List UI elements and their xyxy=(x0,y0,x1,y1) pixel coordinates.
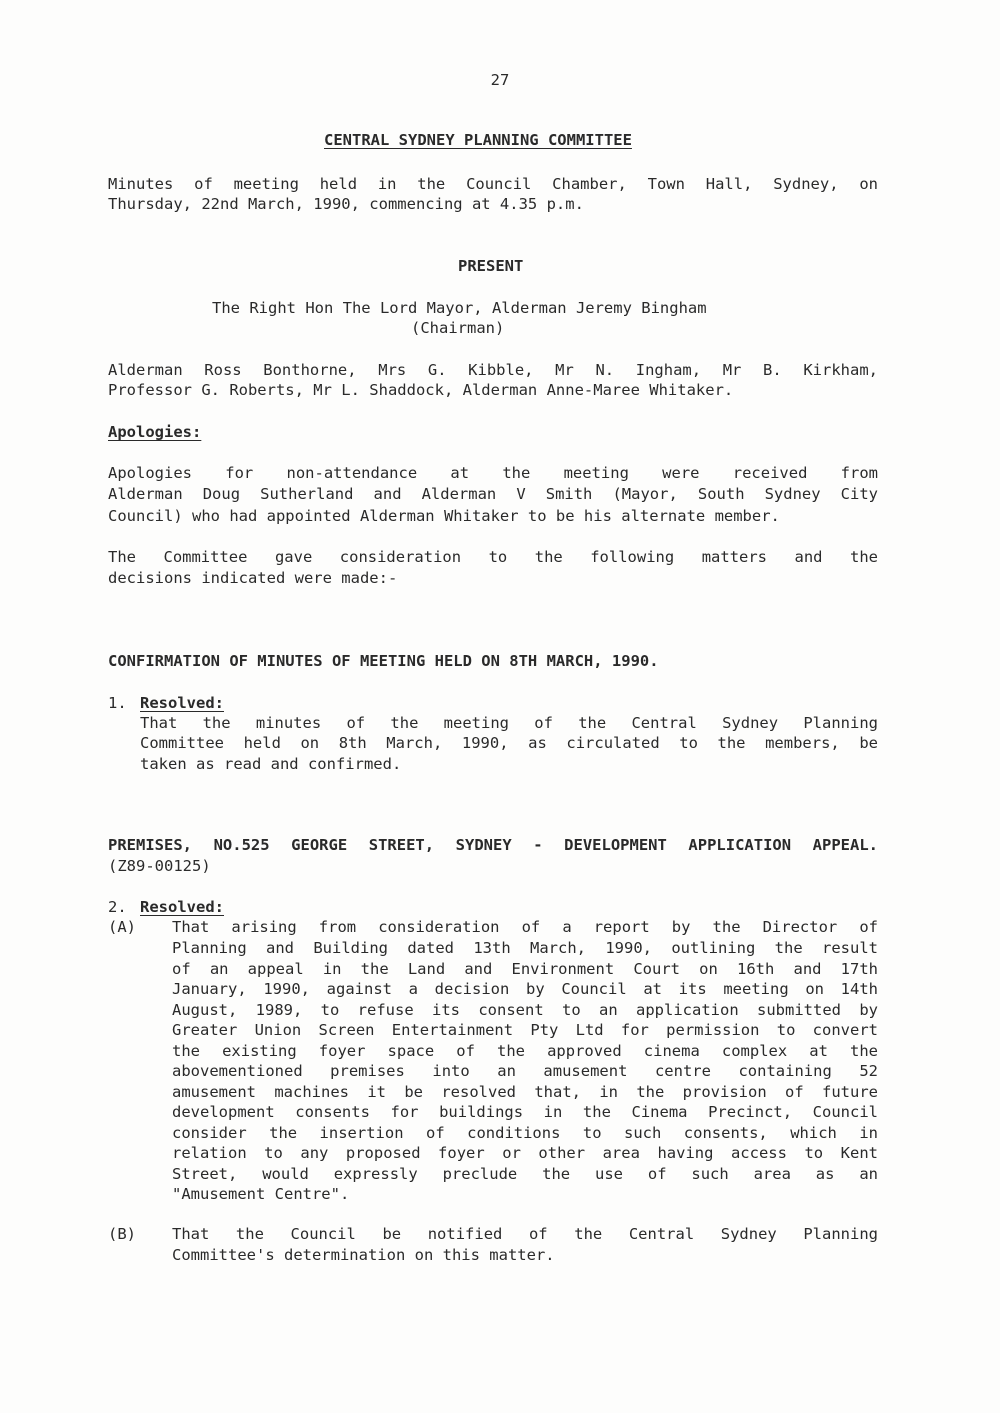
present-heading: PRESENT xyxy=(458,257,524,275)
consideration-line-1: The Committee gave consideration to the following matters and the xyxy=(108,548,878,566)
item2-a-line-5: August, 1989, to refuse its consent to an application submitted by xyxy=(172,1001,878,1019)
item1-number: 1. xyxy=(108,694,127,712)
consideration-line-2: decisions indicated were made:- xyxy=(108,569,398,587)
item2-a-line-7: the existing foyer space of the approved cinema complex at the xyxy=(172,1042,878,1060)
apologies-line-3: Council) who had appointed Alderman Whitaker to be his alternate member. xyxy=(108,507,780,525)
intro-line-2: Thursday, 22nd March, 1990, commencing at 4.35 p.m. xyxy=(108,195,584,213)
item1-resolved: Resolved: xyxy=(140,694,224,712)
item2-heading-line-2: (Z89-00125) xyxy=(108,857,211,875)
apologies-line-2: Alderman Doug Sutherland and Alderman V Smith (Mayor, South Sydney City xyxy=(108,485,878,503)
item2-a-line-4: January, 1990, against a decision by Council at its meeting on 14th xyxy=(172,980,878,998)
chairman-line: The Right Hon The Lord Mayor, Alderman Jeremy Bingham xyxy=(212,299,707,317)
item2-b-label: (B) xyxy=(108,1225,136,1243)
members-line-2: Professor G. Roberts, Mr L. Shaddock, Alderman Anne-Maree Whitaker. xyxy=(108,381,734,399)
document-title: CENTRAL SYDNEY PLANNING COMMITTEE xyxy=(324,131,632,149)
intro-line-1: Minutes of meeting held in the Council Chamber, Town Hall, Sydney, on xyxy=(108,175,878,193)
item2-resolved: Resolved: xyxy=(140,898,224,916)
item2-b-line-2: Committee's determination on this matter. xyxy=(172,1246,555,1264)
item2-number: 2. xyxy=(108,898,127,916)
item2-b-line-1: That the Council be notified of the Central Sydney Planning xyxy=(172,1225,878,1243)
item2-a-line-13: Street, would expressly preclude the use of such area as an xyxy=(172,1165,878,1183)
page-number: 27 xyxy=(490,71,510,89)
chairman-role: (Chairman) xyxy=(411,319,505,337)
item2-a-line-10: development consents for buildings in the Cinema Precinct, Council xyxy=(172,1103,878,1121)
item2-a-line-14: "Amusement Centre". xyxy=(172,1185,350,1203)
item1-line-3: taken as read and confirmed. xyxy=(140,755,402,773)
item2-a-line-6: Greater Union Screen Entertainment Pty Ltd for permission to convert xyxy=(172,1021,878,1039)
item1-heading: CONFIRMATION OF MINUTES OF MEETING HELD ON 8TH MARCH, 1990. xyxy=(108,652,659,670)
item1-line-1: That the minutes of the meeting of the Central Sydney Planning xyxy=(140,714,878,732)
item2-a-line-12: relation to any proposed foyer or other area having access to Kent xyxy=(172,1144,878,1162)
item2-a-line-2: Planning and Building dated 13th March, 1990, outlining the result xyxy=(172,939,878,957)
item2-a-line-1: That arising from consideration of a report by the Director of xyxy=(172,918,878,936)
item1-line-2: Committee held on 8th March, 1990, as circulated to the members, be xyxy=(140,734,878,752)
members-line-1: Alderman Ross Bonthorne, Mrs G. Kibble, Mr N. Ingham, Mr B. Kirkham, xyxy=(108,361,878,379)
item2-a-label: (A) xyxy=(108,918,136,936)
item2-a-line-9: amusement machines it be resolved that, in the provision of future xyxy=(172,1083,878,1101)
item2-a-line-11: consider the insertion of conditions to such consents, which in xyxy=(172,1124,878,1142)
apologies-line-1: Apologies for non-attendance at the meeting were received from xyxy=(108,464,878,482)
item2-a-line-3: of an appeal in the Land and Environment Court on 16th and 17th xyxy=(172,960,878,978)
item2-heading-line-1: PREMISES, NO.525 GEORGE STREET, SYDNEY - DEVELOPMENT APPLICATION APPEAL. xyxy=(108,836,878,854)
item2-a-line-8: abovementioned premises into an amusement centre containing 52 xyxy=(172,1062,878,1080)
apologies-heading: Apologies: xyxy=(108,423,202,441)
